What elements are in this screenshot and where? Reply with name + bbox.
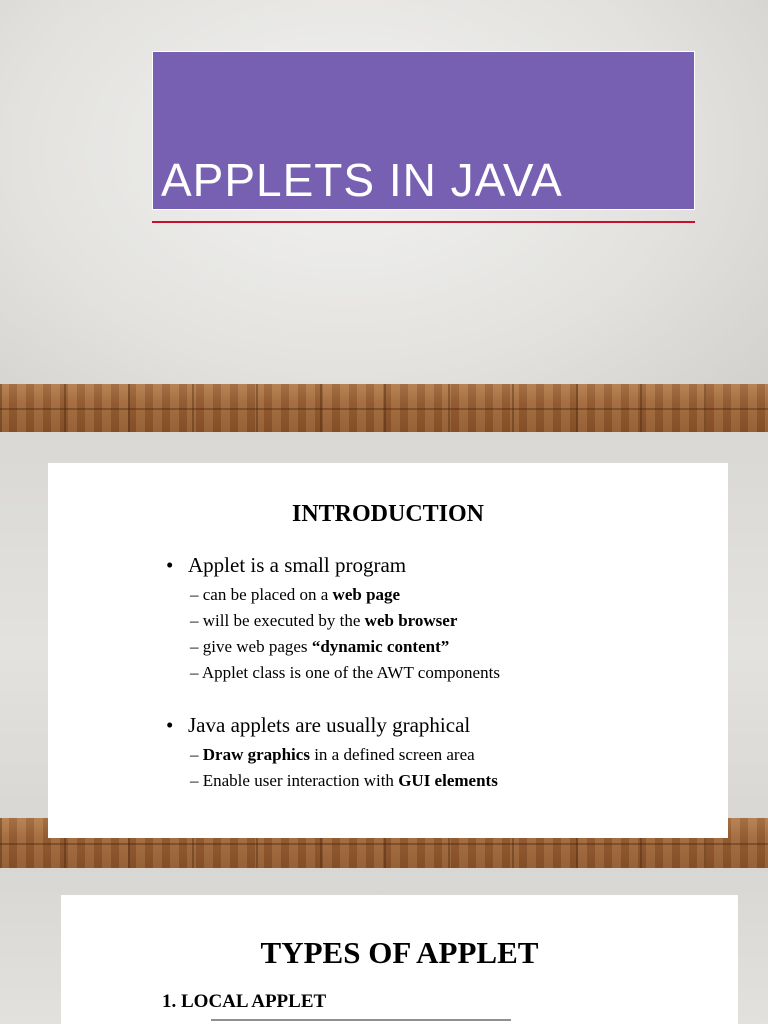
sub-bold-text: web browser bbox=[364, 611, 458, 630]
slide-content-image bbox=[61, 895, 738, 1024]
sub-bullet: – Enable user interaction with GUI elements bbox=[190, 771, 498, 790]
bullet-text: Java applets are usually graphical bbox=[188, 713, 471, 737]
wood-floor-band bbox=[0, 384, 768, 432]
introduction-slide bbox=[0, 432, 768, 868]
section-heading: TYPES OF APPLET bbox=[260, 935, 539, 970]
sub-bullet: – will be executed by the web browser bbox=[190, 611, 458, 630]
sub-text: can be placed on a bbox=[202, 585, 333, 604]
cut-off-text bbox=[211, 1019, 511, 1024]
list-item: 1. LOCAL APPLET bbox=[162, 991, 327, 1012]
slide-content-image bbox=[48, 463, 728, 838]
title-box bbox=[152, 51, 695, 210]
sub-bold-text: GUI elements bbox=[398, 771, 498, 790]
sub-bullet: – can be placed on a web page bbox=[190, 585, 401, 604]
sub-text: give web pages bbox=[202, 637, 312, 656]
bullet-item bbox=[166, 553, 406, 578]
sub-text: will be executed by the bbox=[202, 611, 365, 630]
sub-bullet: – Draw graphics in a defined screen area bbox=[190, 745, 475, 764]
slide-title: APPLETS IN JAVA bbox=[161, 154, 563, 206]
sub-bullet: – Applet class is one of the AWT components bbox=[190, 663, 500, 682]
section-heading: INTRODUCTION bbox=[291, 501, 485, 527]
bullet-text: Applet is a small program bbox=[188, 553, 407, 577]
sub-bold-text: Draw graphics bbox=[202, 745, 310, 764]
sub-bold-text: web page bbox=[332, 585, 401, 604]
sub-text: Applet class is one of the AWT components bbox=[201, 663, 500, 682]
sub-bullet: – give web pages “dynamic content” bbox=[190, 637, 450, 656]
title-slide bbox=[0, 0, 768, 432]
sub-text: in a defined screen area bbox=[309, 745, 475, 764]
bullet-dot-icon: • bbox=[166, 553, 174, 577]
sub-bold-text: “dynamic content” bbox=[311, 637, 450, 656]
types-slide bbox=[0, 868, 768, 1024]
bullet-item bbox=[166, 713, 470, 738]
sub-text: Enable user interaction with bbox=[202, 771, 399, 790]
title-underline bbox=[152, 221, 695, 223]
bullet-dot-icon: • bbox=[166, 713, 174, 737]
